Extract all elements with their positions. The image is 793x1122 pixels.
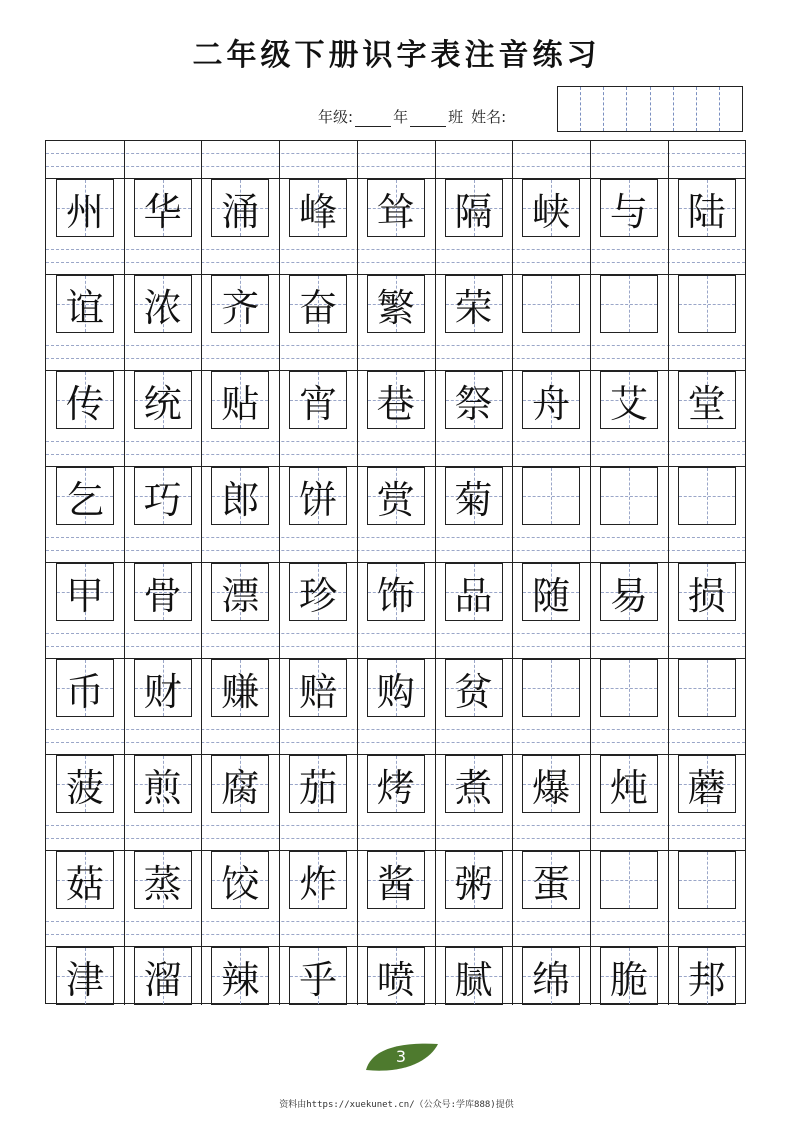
character: 传	[65, 381, 104, 426]
character	[601, 852, 657, 908]
character: 品	[454, 573, 493, 618]
character: 州	[65, 189, 104, 234]
page-title: 二年级下册识字表注音练习	[192, 38, 601, 73]
character-cell[interactable]	[56, 179, 114, 237]
character	[601, 276, 657, 332]
character-cell[interactable]	[445, 659, 503, 717]
character	[601, 468, 657, 524]
character: 巧	[143, 477, 182, 522]
character: 饺	[221, 861, 260, 906]
character-cell[interactable]	[445, 275, 503, 333]
character-cell[interactable]	[56, 755, 114, 813]
pinyin-writing-line[interactable]	[46, 525, 745, 563]
character-cell[interactable]	[211, 371, 269, 429]
character: 谊	[65, 285, 104, 330]
character: 郎	[221, 477, 260, 522]
character-cell[interactable]	[367, 947, 425, 1005]
student-info	[318, 106, 506, 127]
character-cell[interactable]	[445, 371, 503, 429]
character: 陆	[687, 189, 726, 234]
character: 酱	[376, 861, 415, 906]
character-cell[interactable]	[678, 851, 736, 909]
character-cell[interactable]	[445, 755, 503, 813]
character-cell[interactable]	[56, 563, 114, 621]
character: 贫	[454, 669, 493, 714]
character-cell[interactable]	[522, 467, 580, 525]
character-cell[interactable]	[289, 179, 347, 237]
character: 喷	[376, 957, 415, 1002]
character-cell[interactable]	[211, 179, 269, 237]
character	[679, 468, 735, 524]
character-cell[interactable]	[211, 275, 269, 333]
character-cell[interactable]	[367, 275, 425, 333]
character: 粥	[454, 861, 493, 906]
character-cell[interactable]	[367, 755, 425, 813]
character-cell[interactable]	[211, 755, 269, 813]
character: 奋	[299, 285, 338, 330]
character: 蛋	[532, 861, 571, 906]
character: 齐	[221, 285, 260, 330]
character: 乞	[65, 477, 104, 522]
character-cell[interactable]	[678, 467, 736, 525]
character-cell[interactable]	[289, 947, 347, 1005]
character-cell[interactable]	[600, 947, 658, 1005]
character: 菠	[65, 765, 104, 810]
practice-row	[46, 621, 745, 717]
character-cell[interactable]	[134, 467, 192, 525]
character-cell[interactable]	[56, 275, 114, 333]
character: 祭	[454, 381, 493, 426]
character: 乎	[299, 957, 338, 1002]
practice-row	[46, 525, 745, 621]
character: 赚	[221, 669, 260, 714]
character: 漂	[221, 573, 260, 618]
character: 币	[65, 669, 104, 714]
character: 赔	[299, 669, 338, 714]
character-cell[interactable]	[134, 851, 192, 909]
character: 饼	[299, 477, 338, 522]
character-cell[interactable]	[56, 467, 114, 525]
character: 甲	[65, 573, 104, 618]
character-cell[interactable]	[211, 563, 269, 621]
character: 峡	[532, 189, 571, 234]
character-cell[interactable]	[522, 179, 580, 237]
character: 煮	[454, 765, 493, 810]
grade-suffix: 年	[393, 108, 409, 126]
character: 腐	[221, 765, 260, 810]
character-cell[interactable]	[522, 371, 580, 429]
character: 菇	[65, 861, 104, 906]
character: 蘑	[687, 765, 726, 810]
character: 财	[143, 669, 182, 714]
character-cell[interactable]	[445, 563, 503, 621]
character: 堂	[687, 381, 726, 426]
character-cell[interactable]	[134, 659, 192, 717]
character: 易	[609, 573, 648, 618]
character-cell[interactable]	[600, 851, 658, 909]
character-cell[interactable]	[600, 563, 658, 621]
character-cell[interactable]	[289, 659, 347, 717]
character-cell[interactable]	[134, 755, 192, 813]
character-cell[interactable]	[211, 947, 269, 1005]
character: 蒸	[143, 861, 182, 906]
practice-row	[46, 237, 745, 333]
name-box-col	[696, 87, 719, 131]
character-cell[interactable]	[56, 947, 114, 1005]
name-label: 姓名:	[471, 108, 507, 126]
character-cell[interactable]	[134, 371, 192, 429]
pinyin-writing-line[interactable]	[46, 429, 745, 467]
character-cell[interactable]	[56, 659, 114, 717]
name-box-col	[673, 87, 696, 131]
pinyin-writing-line[interactable]	[46, 333, 745, 371]
character-cell[interactable]	[56, 851, 114, 909]
character	[679, 276, 735, 332]
character: 统	[143, 381, 182, 426]
character-cell[interactable]	[600, 275, 658, 333]
name-box-col	[626, 87, 649, 131]
character: 炸	[299, 861, 338, 906]
character: 巷	[376, 381, 415, 426]
character-cell[interactable]	[445, 851, 503, 909]
character	[679, 852, 735, 908]
character-cell[interactable]	[522, 659, 580, 717]
class-suffix: 班	[448, 108, 464, 126]
character-cell[interactable]	[522, 755, 580, 813]
character-cell[interactable]	[678, 275, 736, 333]
practice-row	[46, 141, 745, 237]
pinyin-writing-line[interactable]	[46, 237, 745, 275]
character: 邦	[687, 957, 726, 1002]
character-cell[interactable]	[134, 563, 192, 621]
character: 脆	[609, 957, 648, 1002]
character: 与	[609, 189, 648, 234]
character-cell[interactable]	[445, 947, 503, 1005]
class-blank[interactable]	[410, 110, 446, 127]
character: 宵	[299, 381, 338, 426]
character: 爆	[532, 765, 571, 810]
pinyin-writing-line[interactable]	[46, 909, 745, 947]
character-cell[interactable]	[367, 563, 425, 621]
character-cell[interactable]	[289, 851, 347, 909]
character-cell[interactable]	[134, 947, 192, 1005]
character: 炖	[609, 765, 648, 810]
character: 骨	[143, 573, 182, 618]
character: 涌	[221, 189, 260, 234]
character: 绵	[532, 957, 571, 1002]
character-cell[interactable]	[445, 179, 503, 237]
character-cell[interactable]	[600, 755, 658, 813]
character: 荣	[454, 285, 493, 330]
name-box-col	[719, 87, 742, 131]
page-number: 3	[395, 1047, 407, 1066]
practice-row	[46, 717, 745, 813]
character	[523, 660, 579, 716]
character-cell[interactable]	[600, 371, 658, 429]
character: 浓	[143, 285, 182, 330]
character: 购	[376, 669, 415, 714]
character	[601, 660, 657, 716]
character-cell[interactable]	[600, 659, 658, 717]
character-cell[interactable]	[678, 755, 736, 813]
character: 舟	[532, 381, 571, 426]
character-cell[interactable]	[367, 659, 425, 717]
character-cell[interactable]	[678, 563, 736, 621]
character: 腻	[454, 957, 493, 1002]
practice-row	[46, 333, 745, 429]
pinyin-writing-line[interactable]	[46, 141, 745, 179]
character-cell[interactable]	[600, 467, 658, 525]
character-cell[interactable]	[678, 659, 736, 717]
character-cell[interactable]	[367, 179, 425, 237]
character-cell[interactable]	[600, 179, 658, 237]
grade-label: 年级:	[318, 108, 354, 126]
character-cell[interactable]	[522, 563, 580, 621]
character: 随	[532, 573, 571, 618]
character-cell[interactable]	[678, 179, 736, 237]
character: 茄	[299, 765, 338, 810]
character: 繁	[376, 285, 415, 330]
name-box-col	[603, 87, 626, 131]
character-cell[interactable]	[134, 179, 192, 237]
practice-grid	[45, 140, 746, 1004]
character: 耸	[376, 189, 415, 234]
practice-row	[46, 813, 745, 909]
character-cell[interactable]	[289, 563, 347, 621]
character: 溜	[143, 957, 182, 1002]
character-cell[interactable]	[445, 467, 503, 525]
character: 隔	[454, 189, 493, 234]
page-number-badge	[362, 1040, 440, 1074]
character-cell[interactable]	[289, 467, 347, 525]
character: 煎	[143, 765, 182, 810]
character-cell[interactable]	[289, 755, 347, 813]
character: 艾	[609, 381, 648, 426]
pinyin-writing-line[interactable]	[46, 717, 745, 755]
practice-row	[46, 429, 745, 525]
character-cell[interactable]	[211, 467, 269, 525]
character-cell[interactable]	[289, 371, 347, 429]
name-box-col	[558, 87, 580, 131]
character	[523, 276, 579, 332]
character-cell[interactable]	[522, 851, 580, 909]
name-box-col	[650, 87, 673, 131]
character: 珍	[299, 573, 338, 618]
name-box-col	[580, 87, 603, 131]
character-cell[interactable]	[211, 659, 269, 717]
character: 津	[65, 957, 104, 1002]
character: 贴	[221, 381, 260, 426]
character: 饰	[376, 573, 415, 618]
name-writing-box[interactable]	[557, 86, 743, 132]
pinyin-writing-line[interactable]	[46, 813, 745, 851]
character: 菊	[454, 477, 493, 522]
character: 赏	[376, 477, 415, 522]
pinyin-writing-line[interactable]	[46, 621, 745, 659]
character-cell[interactable]	[134, 275, 192, 333]
character-cell[interactable]	[522, 275, 580, 333]
character-cell[interactable]	[522, 947, 580, 1005]
character	[523, 468, 579, 524]
footer-source: 资料由https://xuekunet.cn/（公众号:学库888)提供	[279, 1100, 514, 1110]
character: 峰	[299, 189, 338, 234]
character-cell[interactable]	[367, 851, 425, 909]
character: 辣	[221, 957, 260, 1002]
character: 烤	[376, 765, 415, 810]
character-cell[interactable]	[678, 947, 736, 1005]
character: 损	[687, 573, 726, 618]
character-cell[interactable]	[367, 467, 425, 525]
character: 华	[143, 189, 182, 234]
character-cell[interactable]	[367, 371, 425, 429]
practice-row	[46, 909, 745, 1005]
character-cell[interactable]	[56, 371, 114, 429]
character	[679, 660, 735, 716]
character-cell[interactable]	[289, 275, 347, 333]
character-cell[interactable]	[211, 851, 269, 909]
character-cell[interactable]	[678, 371, 736, 429]
grade-blank[interactable]	[355, 110, 391, 127]
